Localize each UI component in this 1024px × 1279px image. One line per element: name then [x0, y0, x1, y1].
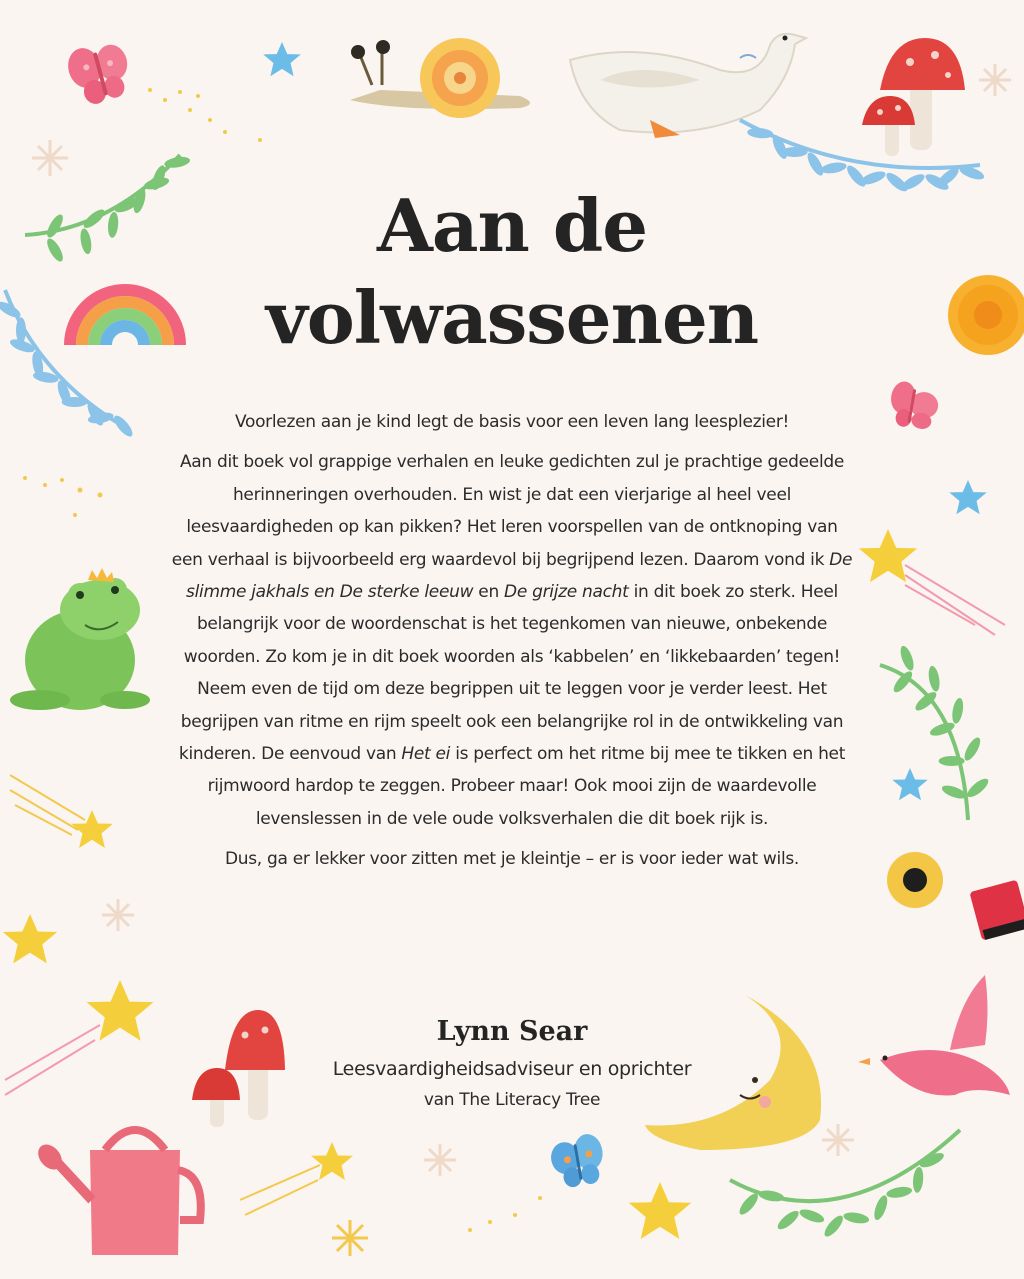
burst-icon [979, 64, 1011, 96]
main-paragraph [170, 446, 854, 835]
shooting-star-icon [10, 775, 113, 848]
title-line-1: Aan de [376, 183, 648, 268]
star-icon [949, 480, 987, 514]
butterfly-icon [548, 1132, 608, 1190]
italic-title-text: De slimme jakhals en De sterke leeuw [186, 549, 853, 603]
star-icon [892, 768, 928, 800]
shooting-star-icon [859, 529, 1005, 635]
sparkle-dots-icon [468, 1196, 542, 1232]
sparkle-dots-icon [148, 88, 262, 142]
author-organization: van The Literacy Tree [423, 1090, 601, 1110]
italic-title-text: Het ei [401, 744, 451, 765]
star-icon [629, 1182, 692, 1239]
star-icon [3, 914, 57, 963]
signature-block [270, 1012, 754, 1114]
shooting-star-icon [240, 1142, 353, 1215]
sun-icon [332, 1220, 368, 1256]
sparkle-dots-icon [23, 476, 103, 517]
author-role: Leesvaardigheidsadviseur en oprichter [332, 1058, 692, 1080]
title-line-2: volwassenen [265, 275, 759, 360]
page-title [170, 180, 854, 364]
licorice-candy-icon [887, 852, 1024, 941]
butterfly-icon [886, 380, 941, 433]
bird-icon [858, 975, 1010, 1096]
paragraph-text: Aan dit boek vol grappige verhalen en leuke gedichten zul je prachtige gedeelde herinneringen overhouden. En wist je dat een vierjarige al heel veel leesvaardigheden op kan pikken? Het leren voorspellen van de ontknoping van een verhaal is bijvoorbeeld erg waardevol bij begrijpend lezen. Daarom vond ik [171, 452, 845, 570]
paragraph-text: en [473, 582, 505, 603]
paragraph-text: in dit boek zo sterk. Heel belangrijk voor de woordenschat is het tegenkomen van nieuwe, onbekende woorden. Zo kom je in dit boek woorden als ‘kabbelen’ en ‘likkebaarden’ tegen! Neem even de tijd om deze begrippen uit te leggen voor je verder leest. Het begrijpen van ritme en rijm speelt ook een belangrijke rol in de ontwikkeling van kinderen. De eenvoud van [178, 582, 844, 765]
intro-paragraph: Voorlezen aan je kind legt de basis voor een leven lang leesplezier! [234, 412, 790, 432]
rainbow-icon [70, 290, 180, 345]
shooting-star-icon [5, 980, 153, 1095]
paragraph-text: is perfect om het ritme bij mee te tikken en het rijmwoord hardop te zeggen. Probeer maar! Ook mooi zijn de waardevolle levenslessen in de vele oude volksverhalen die dit boek rijk is. [207, 744, 846, 829]
butterfly-icon [64, 37, 136, 108]
letter-content [170, 180, 854, 876]
star-icon [263, 42, 301, 76]
burst-icon [102, 899, 134, 931]
flower-icon [948, 275, 1024, 355]
burst-icon [424, 1144, 456, 1176]
mushroom-icon [862, 38, 965, 156]
frog-icon [10, 568, 150, 710]
snail-icon [350, 38, 530, 118]
watering-can-icon [33, 1130, 200, 1255]
burst-icon [32, 140, 68, 176]
goose-icon [570, 34, 806, 138]
italic-title-text: De grijze nacht [504, 582, 629, 603]
leaf-branch-icon [880, 643, 993, 820]
burst-icon [822, 1124, 854, 1156]
author-name: Lynn Sear [436, 1016, 588, 1047]
closing-paragraph: Dus, ga er lekker voor zitten met je kleintje – er is voor ieder wat wils. [224, 849, 800, 870]
